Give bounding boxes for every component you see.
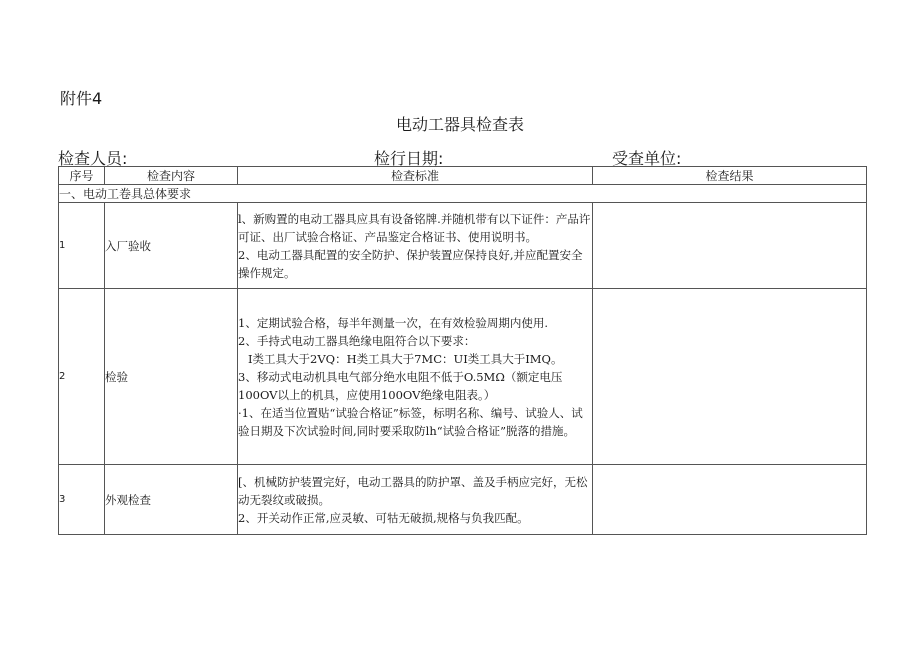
- row-standard: [238, 465, 593, 535]
- column-header-content: 检查内容: [105, 167, 238, 185]
- standard-line: 3、移动式电动机具电气部分绝水电阻不低于O.5MΩ（额定电压100OV以上的机具，应使用100OV绝缘电阻表。）: [238, 369, 563, 402]
- row-standard: [238, 289, 593, 465]
- row-result-cell[interactable]: [593, 289, 867, 465]
- row-standard: [238, 203, 593, 289]
- standard-line: 2、开关动作正常,应灵敏、可牯无破损,规格与负我匹配。: [238, 510, 529, 525]
- inspection-date-label: 检行日期:: [374, 149, 444, 168]
- attachment-label: 附件4: [60, 89, 103, 108]
- standard-line: I类工具大于2VQ：H类工具大于7MC：UI类工具大于IMQ。: [248, 351, 563, 366]
- section-title: 一、电动工卷具总体要求: [59, 185, 867, 203]
- column-header-result: 检查结果: [593, 167, 867, 185]
- row-item: 外观检查: [105, 465, 238, 535]
- row-number: 2: [59, 289, 105, 465]
- table-row: [59, 203, 867, 289]
- standard-line: ·1、在适当位置贴“试验合格证”标签，标明名称、编号、试验人、试验日期及下次试验时间,同时要采取防lh“试验合格证”脱落的措施。: [238, 405, 583, 438]
- standard-line: 2、电动工器具配置的安全防护、保护装置应保持良好,并应配置安全操作规定。: [238, 247, 583, 280]
- document-title: 电动工器具检查表: [395, 115, 524, 134]
- row-number: 1: [59, 203, 105, 289]
- row-result-cell[interactable]: [593, 465, 867, 535]
- table-row: [59, 465, 867, 535]
- table-row: [59, 289, 867, 465]
- standard-line: [、机械防护装置完好，电动工器具的防护罩、盖及手柄应完好，无松动无裂纹或破损。: [238, 474, 588, 507]
- inspector-label: 检查人员:: [58, 149, 128, 168]
- inspected-unit-label: 受查单位:: [612, 149, 682, 168]
- standard-line: l、新购置的电动工器具应具有设备铭牌.并随机带有以下证件：产品许可证、出厂试验合格证、产品鉴定合格证书、使用说明书。: [238, 211, 591, 244]
- row-result-cell[interactable]: [593, 203, 867, 289]
- row-number: 3: [59, 465, 105, 535]
- column-header-standard: 检查标准: [238, 167, 593, 185]
- standard-line: 1、定期试验合格，每半年测量一次，在有效检验周期内使用.: [238, 315, 548, 330]
- row-item: 检验: [105, 289, 238, 465]
- row-item: 入厂验收: [105, 203, 238, 289]
- inspection-table: [58, 166, 867, 535]
- section-row: [59, 185, 867, 203]
- table-header-row: [59, 167, 867, 185]
- standard-line: 2、手持式电动工器具绝缘电阻符合以下要求：: [238, 333, 476, 348]
- column-header-number: 序号: [59, 167, 105, 185]
